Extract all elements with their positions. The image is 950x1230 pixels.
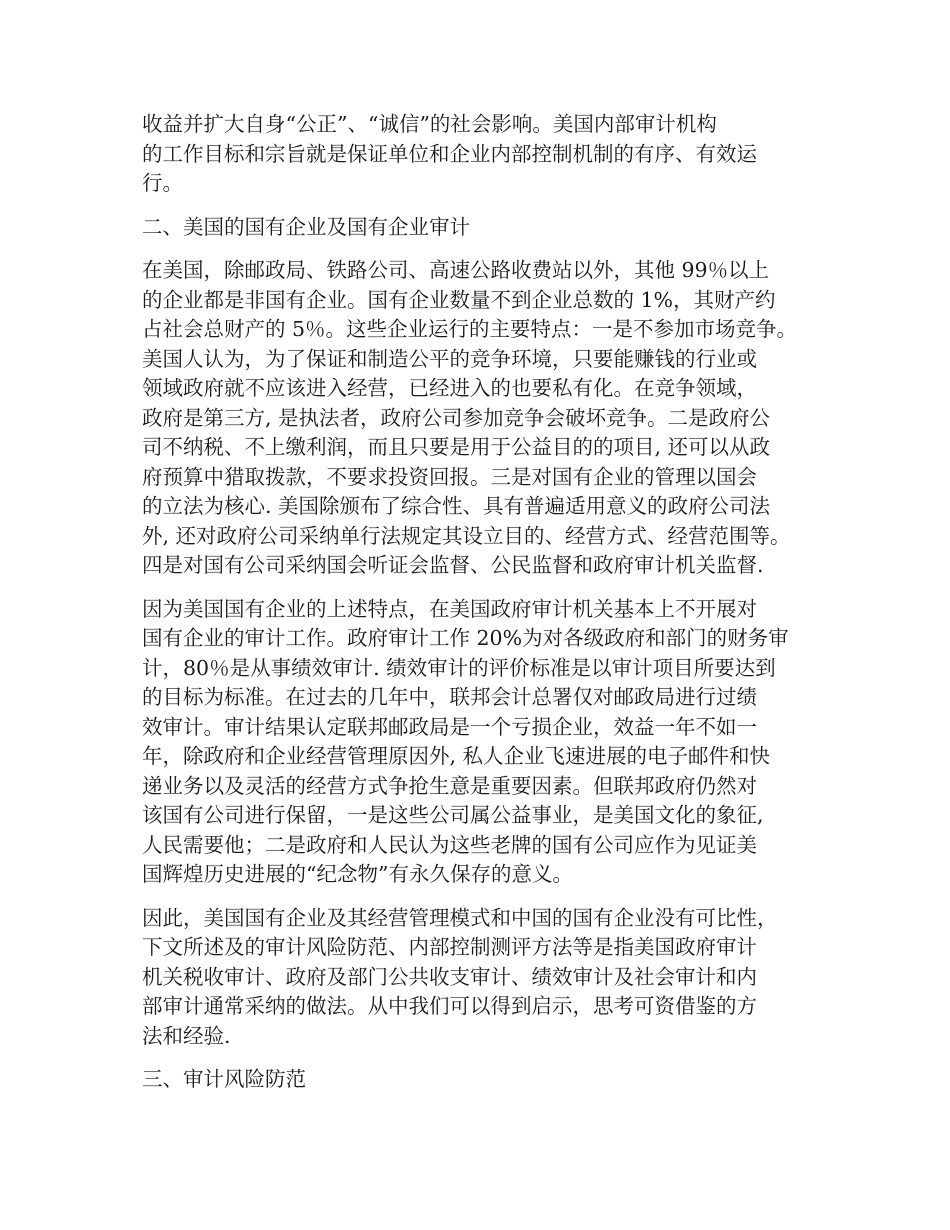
text-line: 因此，美国国有企业及其经营管理模式和中国的国有企业没有可比性， xyxy=(142,905,778,930)
text-line: 的目标为标准。在过去的几年中，联邦会计总署仅对邮政局进行过绩 xyxy=(142,685,757,709)
text-line: 收益并扩大自身“公正”、“诚信”的社会影响。美国内部审计机构 xyxy=(142,112,717,136)
text-line: 国辉煌历史进展的“纪念物”有永久保存的意义。 xyxy=(142,862,573,886)
document-body xyxy=(142,110,812,1109)
heading-text: 二、美国的国有企业及国有企业审计 xyxy=(142,214,470,239)
text-line: 机关税收审计、政府及部门公共收支审计、绩效审计及社会审计和内 xyxy=(142,964,757,989)
paragraph-intro-continuation xyxy=(142,110,812,199)
text-line: 部审计通常采纳的做法。从中我们可以得到启示，思考可资借鉴的方 xyxy=(142,994,757,1018)
text-line: 在美国，除邮政局、铁路公司、高速公路收费站以外，其他 99％以上 xyxy=(142,258,770,282)
heading-text: 三、审计风险防范 xyxy=(142,1067,306,1091)
text-line: 计，80％是从事绩效审计. 绩效审计的评价标准是以审计项目所要达到 xyxy=(142,655,776,680)
text-line: 行。 xyxy=(142,171,183,195)
text-line: 的工作目标和宗旨就是保证单位和企业内部控制机制的有序、有效运 xyxy=(142,141,757,166)
text-line: 的立法为核心. 美国除颁布了综合性、具有普遍适用意义的政府公司法 xyxy=(142,494,771,518)
text-line: 外, 还对政府公司采纳单行法规定其设立目的、经营方式、经营范围等。 xyxy=(142,523,791,548)
text-line: 年，除政府和企业经营管理原因外, 私人企业飞速进展的电子邮件和快 xyxy=(142,744,771,768)
paragraph-us-soe-overview xyxy=(142,256,812,581)
text-line: 领域政府就不应该进入经营，已经进入的也要私有化。在竞争领域， xyxy=(142,376,757,400)
text-line: 司不纳税、不上缴利润，而且只要是用于公益目的的项目, 还可以从政 xyxy=(142,435,771,459)
text-line: 政府是第三方, 是执法者，政府公司参加竞争会破坏竞争。二是政府公 xyxy=(142,405,771,430)
text-line: 下文所述及的审计风险防范、内部控制测评方法等是指美国政府审计 xyxy=(142,935,757,959)
text-line: 该国有公司进行保留，一是这些公司属公益事业，是美国文化的象征, xyxy=(142,803,764,827)
text-line: 递业务以及灵活的经营方式争抢生意是重要因素。但联邦政府仍然对 xyxy=(142,773,757,798)
text-line: 的企业都是非国有企业。国有企业数量不到企业总数的 1%，其财产约 xyxy=(142,287,776,312)
text-line: 法和经验. xyxy=(142,1023,231,1048)
text-line: 四是对国有公司采纳国会听证会监督、公民监督和政府审计机关监督. xyxy=(142,553,764,577)
section-heading-3 xyxy=(142,1065,812,1095)
text-line: 美国人认为，为了保证和制造公平的竞争环境，只要能赚钱的行业或 xyxy=(142,346,757,371)
paragraph-audit-practice xyxy=(142,595,812,890)
text-line: 国有企业的审计工作。政府审计工作 20%为对各级政府和部门的财务审 xyxy=(142,626,789,650)
text-line: 府预算中猎取拨款，不要求投资回报。三是对国有企业的管理以国会 xyxy=(142,464,757,489)
paragraph-conclusion xyxy=(142,904,812,1052)
text-line: 占社会总财产的 5％。这些企业运行的主要特点：一是不参加市场竞争。 xyxy=(142,317,798,341)
text-line: 人民需要他；二是政府和人民认为这些老牌的国有公司应作为见证美 xyxy=(142,832,757,857)
text-line: 因为美国国有企业的上述特点，在美国政府审计机关基本上不开展对 xyxy=(142,596,757,621)
text-line: 效审计。审计结果认定联邦邮政局是一个亏损企业，效益一年不如一 xyxy=(142,714,757,739)
section-heading-2 xyxy=(142,213,812,243)
